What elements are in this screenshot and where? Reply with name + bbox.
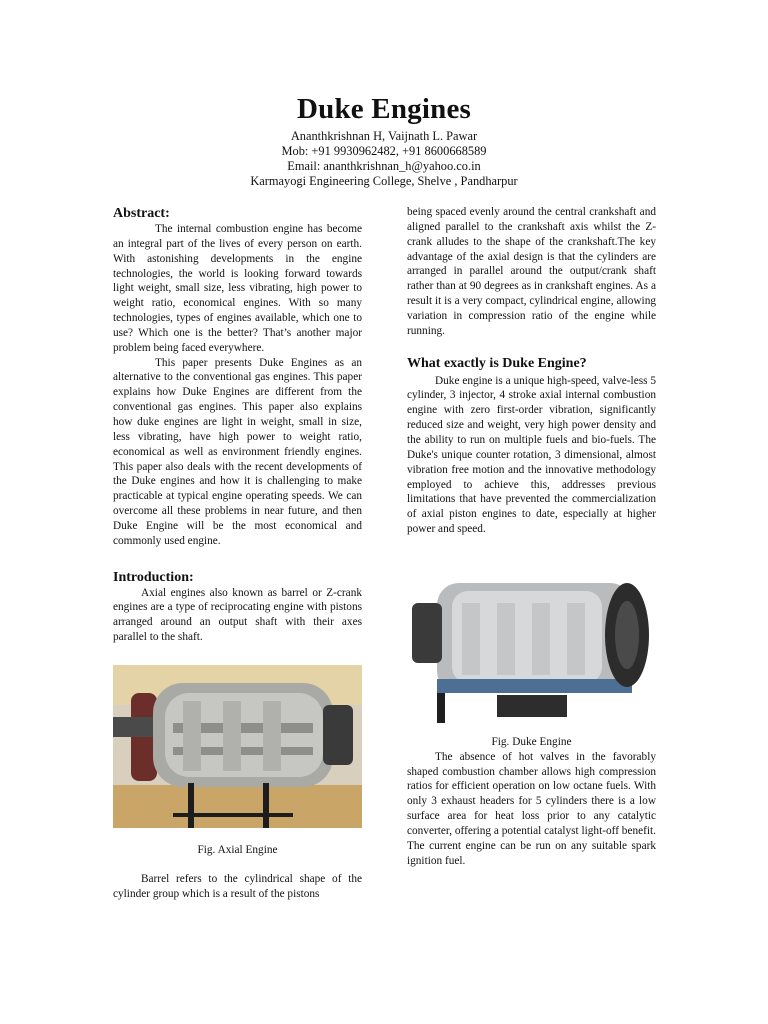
duke-engine-paragraph: Duke engine is a unique high-speed, valve-less 5 cylinder, 3 injector, 4 stroke axial internal combustion engine with zero first-order vibration, significantly reduced size and weight, very high power density and the ability to run on multiple fuels and bio-fuels. The Duke's unique counter rotation, 3 dimensional, almost vibration free motion and the innovative methodology employed to achieve this, addresses previous limitations that have prevented the commercialization of axial piston engines to date, especially at higher power and speed. xyxy=(407,374,656,536)
valves-paragraph: The absence of hot valves in the favorably shaped combustion chamber allows high compression ratios for efficient operation on low octane fuels. With only 3 exhaust headers for 5 cylinders there is a low surface area for heat loss prior to any catalytic converter, offering a potential catalyst light-off benefit. The current engine can be run on any suitable spark ignition fuel. xyxy=(407,750,656,867)
introduction-heading: Introduction: xyxy=(113,569,194,585)
introduction-paragraph-2: Barrel refers to the cylindrical shape of the cylinder group which is a result of the pistons xyxy=(113,872,362,900)
left-column xyxy=(113,205,362,901)
abstract-paragraph-1: The internal combustion engine has become an integral part of the lives of every person on earth. With astonishing developments in the engine technologies, the world is looking forward towards light weight, small size, less vibrating, high power to weight ratio, economical engines. With so many technologies, types of engines available, which one to use? Which one is the better? That’s another major problem being faced everywhere. xyxy=(113,223,362,354)
author-block xyxy=(0,129,768,189)
introduction-paragraph-1: Axial engines also known as barrel or Z-crank engines are a type of reciprocating engine with pistons arranged around an output shaft with their axes parallel to the shaft. xyxy=(113,586,362,644)
duke-engine-figure xyxy=(407,563,656,733)
abstract-paragraph-2: This paper presents Duke Engines as an alternative to the conventional gas engines. This paper explains how Duke Engines are different from the conventional gas engines. This paper also explains how duke engines are light in weight, small in size, less vibrating, have high power to weight ratio, economical as well as environment friendly engines. This paper also deals with the recent developments of the Duke engines and how it is challenging to make practicable at typical engine operating speeds. We can overcome all these problems in near future, and then Duke Engine will be the most economical and commonly used engine. xyxy=(113,356,362,547)
duke-engine-image xyxy=(407,563,656,733)
axial-engine-caption: Fig. Axial Engine xyxy=(197,843,278,856)
author-phone: Mob: +91 9930962482, +91 8600668589 xyxy=(281,144,487,158)
duke-engine-caption: Fig. Duke Engine xyxy=(491,735,572,748)
continued-paragraph: being spaced evenly around the central crankshaft and aligned parallel to the crankshaft axis whilst the Z-crank alludes to the shape of the crankshaft.The key advantage of the axial design is that the cylinders are arranged in parallel around the output/crank shaft rather than at 90 degrees as in crankshaft engines. As a result it is a very compact, cylindrical engine, allowing variation in compression ratio of the engine while running. xyxy=(407,206,656,337)
axial-engine-image xyxy=(113,665,362,828)
author-names: Ananthkrishnan H, Vaijnath L. Pawar xyxy=(290,129,478,143)
right-column xyxy=(407,205,656,868)
axial-engine-figure xyxy=(113,665,362,828)
author-email: Email: ananthkrishnan_h@yahoo.co.in xyxy=(287,159,481,173)
author-affiliation: Karmayogi Engineering College, Shelve , Pandharpur xyxy=(250,174,518,188)
duke-engine-heading: What exactly is Duke Engine? xyxy=(407,355,587,371)
abstract-heading: Abstract: xyxy=(113,206,170,221)
paper-title: Duke Engines xyxy=(296,93,472,125)
